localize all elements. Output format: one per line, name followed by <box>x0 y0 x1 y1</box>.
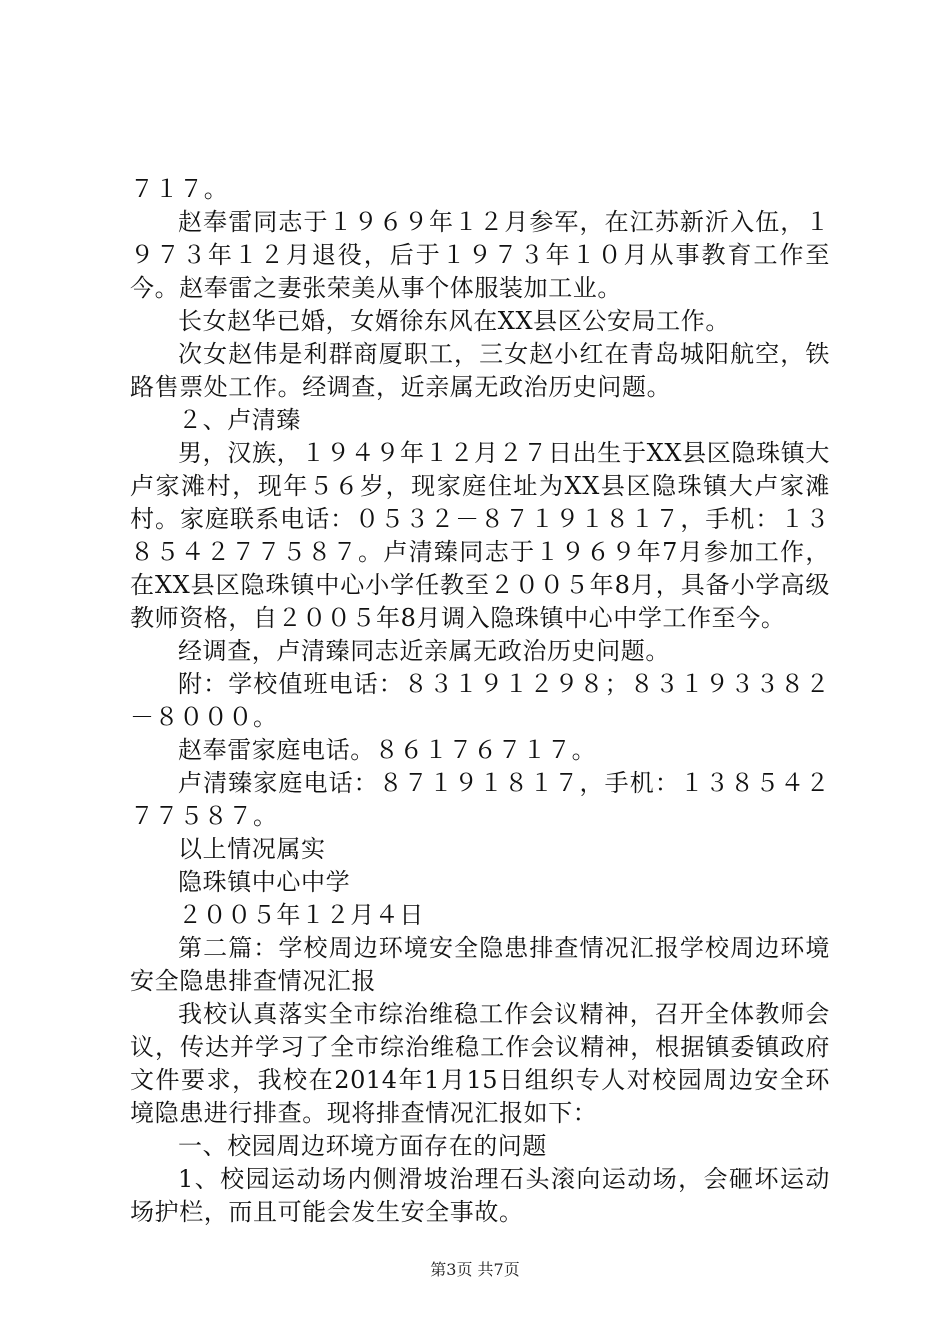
document-body <box>130 173 830 1229</box>
paragraph: 附：学校值班电话：８３１９１２９８；８３１９３３８２－８０００。 <box>130 670 830 731</box>
signature-date: ２００５年１２月４日 <box>178 901 424 929</box>
section-heading: 一、校园周边环境方面存在的问题 <box>178 1132 547 1160</box>
section-heading: ２、卢清臻 <box>178 406 301 434</box>
signature-org: 隐珠镇中心中学 <box>178 868 351 896</box>
paragraph: 以上情况属实 <box>178 835 326 863</box>
paragraph: 我校认真落实全市综治维稳工作会议精神，召开全体教师会议，传达并学习了全市综治维稳工作会议精神，根据镇委镇政府文件要求，我校在2014年1月15日组织专人对校园周边安全环境隐患进行排查。现将排查情况汇报如下： <box>130 1000 830 1127</box>
paragraph: ７１７。 <box>130 175 229 203</box>
paragraph: 赵奉雷家庭电话。８６１７６７１７。 <box>178 736 597 764</box>
chapter-title: 第二篇：学校周边环境安全隐患排查情况汇报学校周边环境安全隐患排查情况汇报 <box>130 934 830 995</box>
page-footer: 第3页 共7页 <box>430 1260 520 1279</box>
paragraph: 赵奉雷同志于１９６９年１２月参军，在江苏新沂入伍，１９７３年１２月退役，后于１９７３年１０月从事教育工作至今。赵奉雷之妻张荣美从事个体服装加工业。 <box>130 208 830 302</box>
paragraph: 卢清臻家庭电话：８７１９１８１７，手机：１３８５４２７７５８７。 <box>130 769 830 830</box>
paragraph: 男，汉族，１９４９年１２月２７日出生于XX县区隐珠镇大卢家滩村，现年５６岁，现家庭住址为XX县区隐珠镇大卢家滩村。家庭联系电话：０５３２－８７１９１８１７，手机：１３８５４２７７５８７。卢清臻同志于１９６９年7月参加工作，在XX县区隐珠镇中心小学任教至２００５年8月，具备小学高级教师资格，自２００５年8月调入隐珠镇中心中学工作至今。 <box>130 439 830 632</box>
paragraph: 长女赵华已婚，女婿徐东风在XX县区公安局工作。 <box>178 307 730 335</box>
paragraph: 1、校园运动场内侧滑坡治理石头滚向运动场，会砸坏运动场护栏，而且可能会发生安全事故。 <box>130 1165 830 1226</box>
paragraph: 次女赵伟是利群商厦职工，三女赵小红在青岛城阳航空，铁路售票处工作。经调查，近亲属无政治历史问题。 <box>130 340 830 401</box>
paragraph: 经调查，卢清臻同志近亲属无政治历史问题。 <box>178 637 670 665</box>
